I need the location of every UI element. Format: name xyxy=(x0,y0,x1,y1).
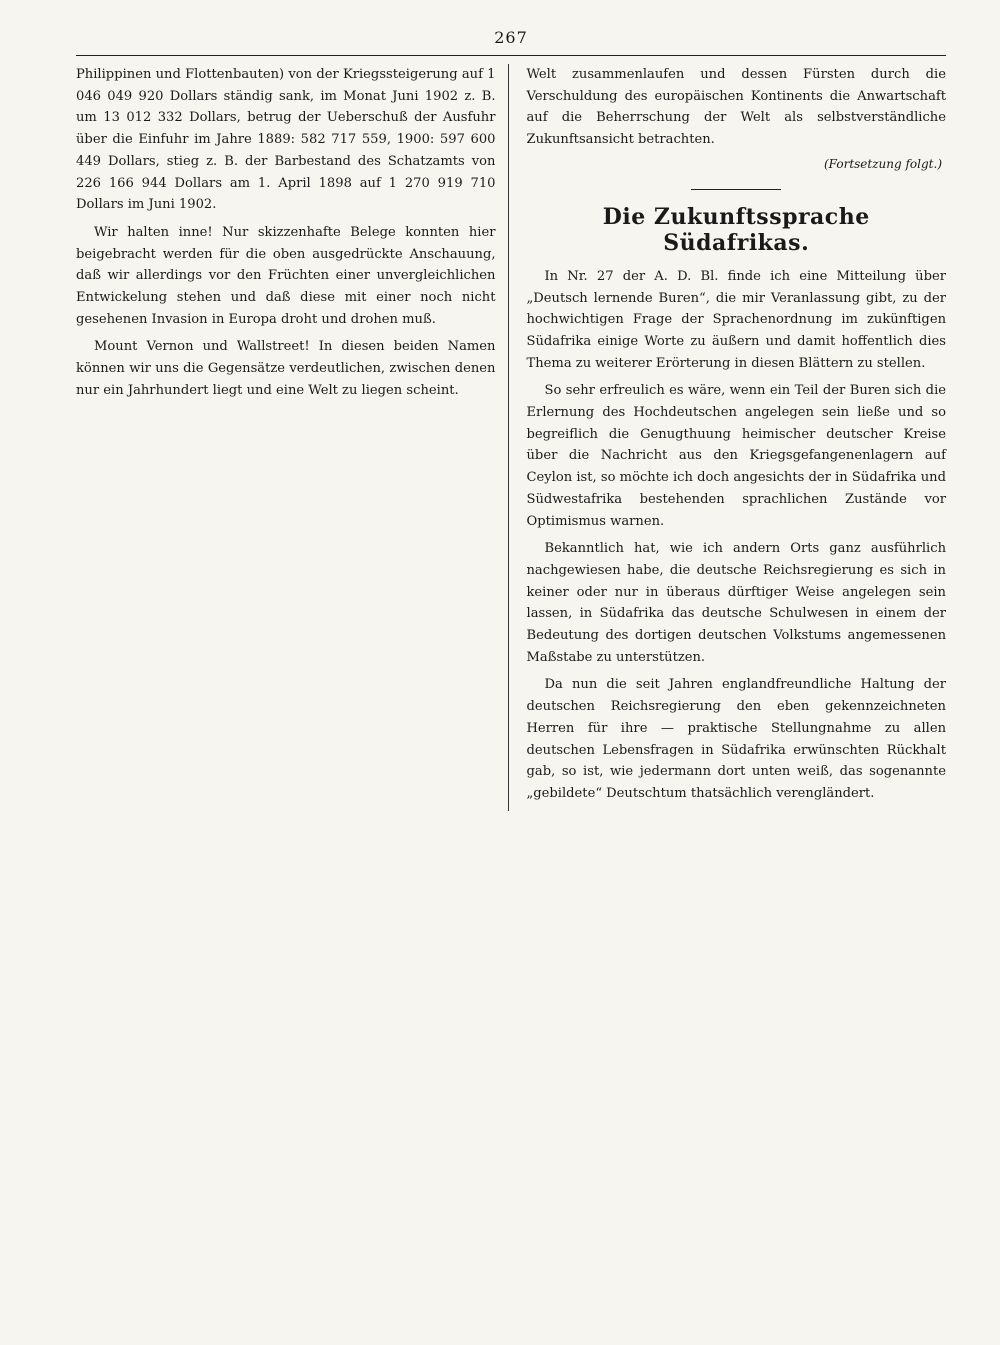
page-number: 267 xyxy=(494,28,528,47)
right-paragraph-continued: Welt zusammenlaufen und dessen Fürsten durch die Verschuldung des europäischen Kontinents die Anwartschaft auf die Beherrschung der Welt als selbstverständliche Zukunftsansicht betrachten. xyxy=(526,67,946,148)
article-paragraph-3: Bekanntlich hat, wie ich andern Orts ganz ausführlich nachgewiesen habe, die deutsche Reichsregierung es sich in keiner oder nur in überaus dürftiger Weise angelegen sein lassen, in Südafrika das deutsche Schulwesen in einem der Bedeutung des dortigen deutschen Volkstums angemessenen Maßstabe zu unterstützen. xyxy=(526,541,946,665)
left-paragraph-1: Philippinen und Flottenbauten) von der Kriegssteigerung auf 1 046 049 920 Dollars ständig sank, im Monat Juni 1902 z. B. um 13 012 332 Dollars, betrug der Ueberschuß der Ausfuhr über die Einfuhr im Jahre 1889: 582 717 559, 1900: 597 600 449 Dollars, stieg z. B. der Barbestand des Schatzamts von 226 166 944 Dollars am 1. April 1898 auf 1 270 919 710 Dollars im Juni 1902. xyxy=(76,67,496,213)
right-column xyxy=(527,64,947,811)
article-title: Die Zukunftssprache Südafrikas. xyxy=(602,203,870,256)
article-paragraph-4: Da nun die seit Jahren englandfreundliche Haltung der deutschen Reichsregierung den eben gekennzeichneten Herren für ihre — praktische Stellungnahme zu allen deutschen Lebensfragen in Südafrika erwünschten Rückhalt gab, so ist, wie jedermann dort unten weiß, das sogenannte „gebildete“ Deutschtum thatsächlich verengländert. xyxy=(526,677,946,801)
left-paragraph-3: Mount Vernon und Wallstreet! In diesen beiden Namen können wir uns die Gegensätze verdeutlichen, zwischen denen nur ein Jahrhundert liegt und eine Welt zu liegen scheint. xyxy=(76,339,496,398)
left-column xyxy=(76,64,509,811)
article-separator xyxy=(691,189,781,190)
header-rule xyxy=(76,55,946,56)
article-paragraph-2: So sehr erfreulich es wäre, wenn ein Teil der Buren sich die Erlernung des Hochdeutschen angelegen sein ließe und so begreiflich die Genugthuung heimischer deutscher Kreise über die Nachricht aus den Kriegsgefangenenlagern auf Ceylon ist, so möchte ich doch angesichts der in Südafrika und Südwestafrika bestehenden sprachlichen Zustände vor Optimismus warnen. xyxy=(526,383,946,529)
left-paragraph-2: Wir halten inne! Nur skizzenhafte Belege konnten hier beigebracht werden für die oben ausgedrückte Anschauung, daß wir allerdings vor den Früchten einer unvergleichlichen Entwickelung stehen und daß diese mit einer noch nicht gesehenen Invasion in Europa droht und drohen muß. xyxy=(76,224,496,327)
article-paragraph-1: In Nr. 27 der A. D. Bl. finde ich eine Mitteilung über „Deutsch lernende Buren“, die mir Veranlassung gibt, zu der hochwichtigen Frage der Sprachenordnung im zukünftigen Südafrika einige Worte zu äußern und damit hoffentlich dies Thema zu weiterer Erörterung in diesen Blättern zu stellen. xyxy=(526,268,946,371)
two-column-body xyxy=(76,64,946,811)
continuation-note: (Fortsetzung folgt.) xyxy=(824,156,942,171)
